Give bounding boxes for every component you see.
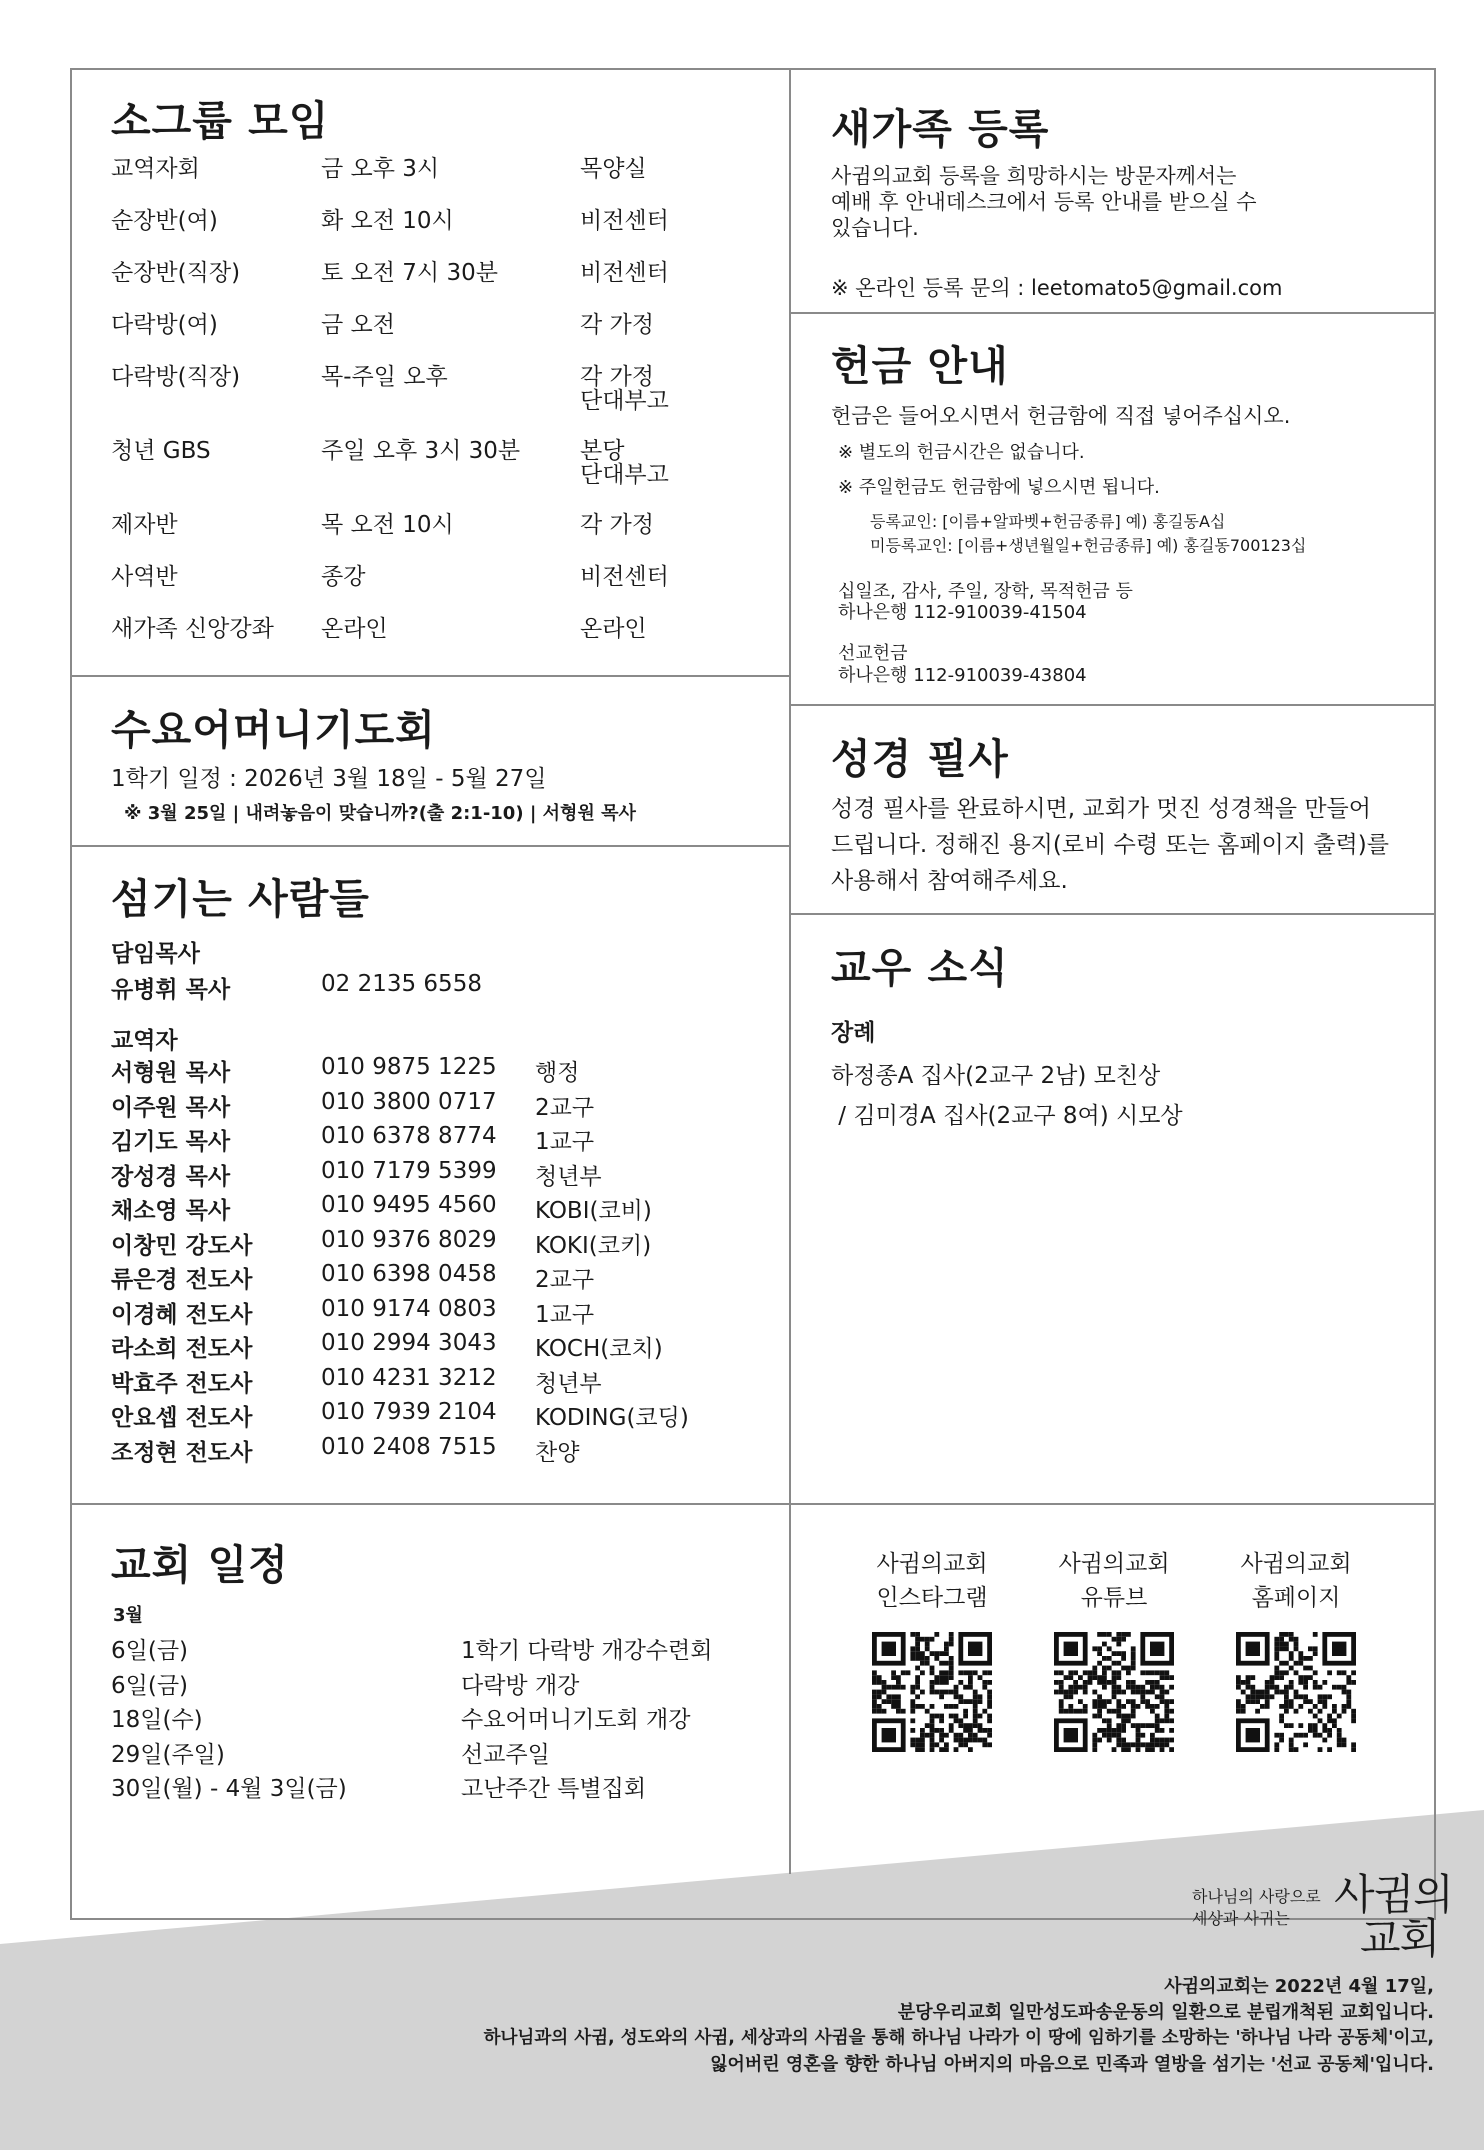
small-group-time: 목 오전 10시	[321, 512, 454, 538]
staff-phone: 010 9875 1225	[321, 1054, 497, 1080]
account1-number: 하나은행 112-910039-41504	[838, 602, 1087, 623]
staff-row	[111, 1399, 731, 1431]
staff-name: 이창민 강도사	[111, 1232, 253, 1259]
staff-phone: 010 3800 0717	[321, 1088, 497, 1115]
wednesday-schedule: 1학기 일정 : 2026년 3월 18일 - 5월 27일	[111, 766, 547, 792]
divider-right-1	[790, 312, 1436, 314]
footer-line3: 하나님과의 사귐, 성도와의 사귐, 세상과의 사귐을 통해 하나님 나라가 이 땅에 임하기를 소망하는 '하나님 나라 공동체'이고,	[483, 2028, 1434, 2048]
small-group-name: 교역자회	[111, 156, 200, 182]
small-group-place: 비전센터	[580, 208, 669, 234]
small-group-time: 종강	[321, 564, 366, 590]
staff-name: 박효주 전도사	[111, 1370, 253, 1397]
staff-row	[111, 1192, 731, 1224]
bible-line1: 성경 필사를 완료하시면, 교회가 멋진 성경책을 만들어	[831, 796, 1371, 822]
church-logo-line1: 사귐의	[1334, 1870, 1453, 1919]
schedule-month: 3월	[113, 1605, 143, 1626]
staff-row	[111, 1434, 731, 1466]
qr-code-youtube-icon[interactable]	[1054, 1632, 1174, 1752]
staff-department: 1교구	[535, 1129, 595, 1155]
schedule-row	[111, 1701, 751, 1733]
small-group-place-sub: 단대부고	[580, 462, 669, 488]
new-family-line3: 있습니다.	[831, 216, 919, 240]
qr-instagram-label2: 인스타그램	[876, 1585, 988, 1611]
small-group-time: 화 오전 10시	[321, 208, 454, 234]
schedule-row	[111, 1770, 751, 1802]
staff-table	[111, 1054, 731, 1474]
divider-right-2	[790, 704, 1436, 706]
offering-main: 헌금은 들어오시면서 헌금함에 직접 넣어주십시오.	[831, 404, 1291, 428]
column-divider	[789, 68, 791, 1874]
news-title: 교우 소식	[831, 944, 1009, 992]
staff-row	[111, 1054, 731, 1086]
footer-line1: 사귐의교회는 2022년 4월 17일,	[1164, 1976, 1434, 1997]
small-group-place: 각 가정	[580, 312, 654, 338]
small-group-place: 각 가정	[580, 512, 654, 538]
news-line2: / 김미경A 집사(2교구 8여) 시모상	[831, 1103, 1183, 1129]
schedule-event: 고난주간 특별집회	[461, 1776, 647, 1802]
news-line1: 하정종A 집사(2교구 2남) 모친상	[831, 1063, 1161, 1089]
staff-label: 교역자	[111, 1028, 178, 1054]
small-group-place-sub: 단대부고	[580, 388, 669, 414]
staff-name: 조정현 전도사	[111, 1439, 253, 1466]
staff-row	[111, 1227, 731, 1259]
wednesday-note: ※ 3월 25일 | 내려놓음이 맞습니까?(출 2:1-10) | 서형원 목사	[124, 803, 636, 824]
staff-name: 장성경 목사	[111, 1163, 231, 1190]
new-family-line1: 사귐의교회 등록을 희망하시는 방문자께서는	[831, 164, 1237, 188]
staff-phone: 010 2994 3043	[321, 1330, 497, 1356]
staff-phone: 010 9174 0803	[321, 1295, 497, 1322]
small-group-name: 다락방(직장)	[111, 364, 241, 390]
staff-department: KOKI(코키)	[535, 1232, 652, 1259]
schedule-event: 선교주일	[461, 1741, 550, 1768]
staff-row	[111, 1123, 731, 1155]
offering-note2: ※ 주일헌금도 헌금함에 넣으시면 됩니다.	[838, 477, 1160, 498]
qr-youtube-label2: 유튜브	[1080, 1585, 1148, 1611]
qr-code-homepage-icon[interactable]	[1236, 1632, 1356, 1752]
slogan-line1: 하나님의 사랑으로	[1192, 1887, 1321, 1906]
small-group-place: 목양실	[580, 156, 647, 182]
staff-department: 1교구	[535, 1301, 595, 1328]
small-group-place: 비전센터	[580, 260, 669, 286]
staff-phone: 010 6398 0458	[321, 1261, 497, 1287]
staff-phone: 010 2408 7515	[321, 1433, 497, 1460]
staff-department: 2교구	[535, 1267, 595, 1293]
staff-department: 청년부	[535, 1370, 602, 1397]
small-group-place: 본당	[580, 438, 625, 464]
small-group-place: 각 가정	[580, 364, 654, 390]
divider-left-2	[70, 845, 790, 847]
account2-number: 하나은행 112-910039-43804	[838, 665, 1087, 686]
staff-name: 김기도 목사	[111, 1129, 231, 1155]
small-group-row	[111, 306, 731, 346]
schedule-event: 1학기 다락방 개강수련회	[461, 1638, 713, 1664]
small-group-row	[111, 150, 731, 190]
wednesday-title: 수요어머니기도회	[111, 706, 436, 754]
staff-row	[111, 1089, 731, 1121]
small-group-title: 소그룹 모임	[111, 97, 330, 145]
schedule-table	[111, 1632, 751, 1812]
staff-phone: 010 6378 8774	[321, 1123, 497, 1149]
small-group-name: 순장반(직장)	[111, 260, 241, 286]
staff-department: 청년부	[535, 1163, 602, 1190]
staff-row	[111, 1158, 731, 1190]
small-group-name: 새가족 신앙강좌	[111, 616, 274, 642]
schedule-event: 다락방 개강	[461, 1672, 580, 1699]
staff-department: 행정	[535, 1060, 580, 1086]
new-family-title: 새가족 등록	[831, 105, 1050, 153]
small-group-name: 제자반	[111, 512, 178, 538]
schedule-date: 6일(금)	[111, 1672, 189, 1699]
new-family-line2: 예배 후 안내데스크에서 등록 안내를 받으실 수	[831, 190, 1257, 214]
offering-unreg-member: 미등록교인: [이름+생년월일+헌금종류] 예) 홍길동700123십	[870, 536, 1307, 555]
qr-code-instagram-icon[interactable]	[872, 1632, 992, 1752]
small-group-place: 비전센터	[580, 564, 669, 590]
account2-label: 선교헌금	[838, 643, 908, 664]
qr-youtube-label1: 사귐의교회	[1058, 1551, 1170, 1577]
schedule-date: 18일(수)	[111, 1707, 203, 1733]
qr-homepage-label1: 사귐의교회	[1240, 1551, 1352, 1577]
qr-instagram-label1: 사귐의교회	[876, 1551, 988, 1577]
slogan-line2: 세상과 사귀는	[1192, 1909, 1290, 1928]
small-group-table	[111, 150, 731, 660]
small-group-row	[111, 358, 731, 414]
staff-row	[111, 1330, 731, 1362]
schedule-event: 수요어머니기도회 개강	[461, 1707, 691, 1733]
footer-line4: 잃어버린 영혼을 향한 하나님 아버지의 마음으로 민족과 열방을 섬기는 '선교 공동체'입니다.	[710, 2054, 1434, 2075]
small-group-time: 금 오전	[321, 312, 395, 338]
bible-line3: 사용해서 참여해주세요.	[831, 868, 1068, 894]
small-group-time: 목-주일 오후	[321, 364, 448, 390]
small-group-time: 금 오후 3시	[321, 156, 440, 182]
bible-title: 성경 필사	[831, 735, 1009, 783]
small-group-row	[111, 254, 731, 294]
staff-name: 라소희 전도사	[111, 1336, 253, 1362]
small-group-name: 순장반(여)	[111, 208, 218, 234]
staff-name: 류은경 전도사	[111, 1267, 253, 1293]
small-group-name: 청년 GBS	[111, 438, 211, 464]
small-group-row	[111, 432, 731, 488]
small-group-row	[111, 610, 731, 650]
church-logo-line2: 교회	[1360, 1914, 1440, 1963]
account1-label: 십일조, 감사, 주일, 장학, 목적헌금 등	[838, 581, 1133, 602]
staff-name: 안요셉 전도사	[111, 1405, 253, 1431]
small-group-time: 온라인	[321, 616, 388, 642]
staff-row	[111, 1365, 731, 1397]
small-group-row	[111, 506, 731, 546]
staff-name: 이주원 목사	[111, 1094, 231, 1121]
offering-reg-member: 등록교인: [이름+알파벳+헌금종류] 예) 홍길동A십	[870, 512, 1226, 531]
servants-title: 섬기는 사람들	[111, 875, 370, 923]
senior-pastor-name: 유병휘 목사	[111, 977, 231, 1003]
qr-homepage-label2: 홈페이지	[1251, 1585, 1341, 1611]
staff-department: KOBI(코비)	[535, 1198, 652, 1224]
senior-pastor-phone: 02 2135 6558	[321, 971, 482, 997]
small-group-name: 다락방(여)	[111, 312, 218, 338]
news-subheading: 장례	[831, 1020, 876, 1046]
offering-note1: ※ 별도의 헌금시간은 없습니다.	[838, 442, 1085, 463]
divider-left-1	[70, 675, 790, 677]
small-group-place: 온라인	[580, 616, 647, 642]
divider-right-3	[790, 913, 1436, 915]
schedule-row	[111, 1667, 751, 1699]
staff-phone: 010 9495 4560	[321, 1192, 497, 1218]
small-group-time: 토 오전 7시 30분	[321, 260, 498, 286]
staff-row	[111, 1261, 731, 1293]
schedule-date: 6일(금)	[111, 1638, 189, 1664]
small-group-time: 주일 오후 3시 30분	[321, 438, 521, 464]
staff-phone: 010 7939 2104	[321, 1399, 497, 1425]
staff-department: KODING(코딩)	[535, 1405, 689, 1431]
staff-name: 채소영 목사	[111, 1198, 231, 1224]
staff-phone: 010 7179 5399	[321, 1157, 497, 1184]
schedule-row	[111, 1736, 751, 1768]
bible-line2: 드립니다. 정해진 용지(로비 수령 또는 홈페이지 출력)를	[831, 832, 1389, 858]
staff-department: 2교구	[535, 1094, 595, 1121]
schedule-date: 29일(주일)	[111, 1741, 225, 1768]
staff-phone: 010 4231 3212	[321, 1364, 497, 1391]
schedule-date: 30일(월) - 4월 3일(금)	[111, 1776, 347, 1802]
staff-department: 찬양	[535, 1439, 580, 1466]
staff-department: KOCH(코치)	[535, 1336, 663, 1362]
schedule-title: 교회 일정	[111, 1541, 289, 1589]
staff-row	[111, 1296, 731, 1328]
senior-pastor-label: 담임목사	[111, 941, 200, 967]
small-group-row	[111, 558, 731, 598]
schedule-row	[111, 1632, 751, 1664]
staff-name: 서형원 목사	[111, 1060, 231, 1086]
online-registration: ※ 온라인 등록 문의 : leetomato5@gmail.com	[831, 276, 1283, 300]
staff-phone: 010 9376 8029	[321, 1226, 497, 1253]
divider-bottom	[70, 1503, 1436, 1505]
small-group-row	[111, 202, 731, 242]
footer-line2: 분당우리교회 일만성도파송운동의 일환으로 분립개척된 교회입니다.	[897, 2002, 1434, 2023]
offering-title: 헌금 안내	[831, 342, 1009, 390]
small-group-name: 사역반	[111, 564, 178, 590]
staff-name: 이경혜 전도사	[111, 1301, 253, 1328]
